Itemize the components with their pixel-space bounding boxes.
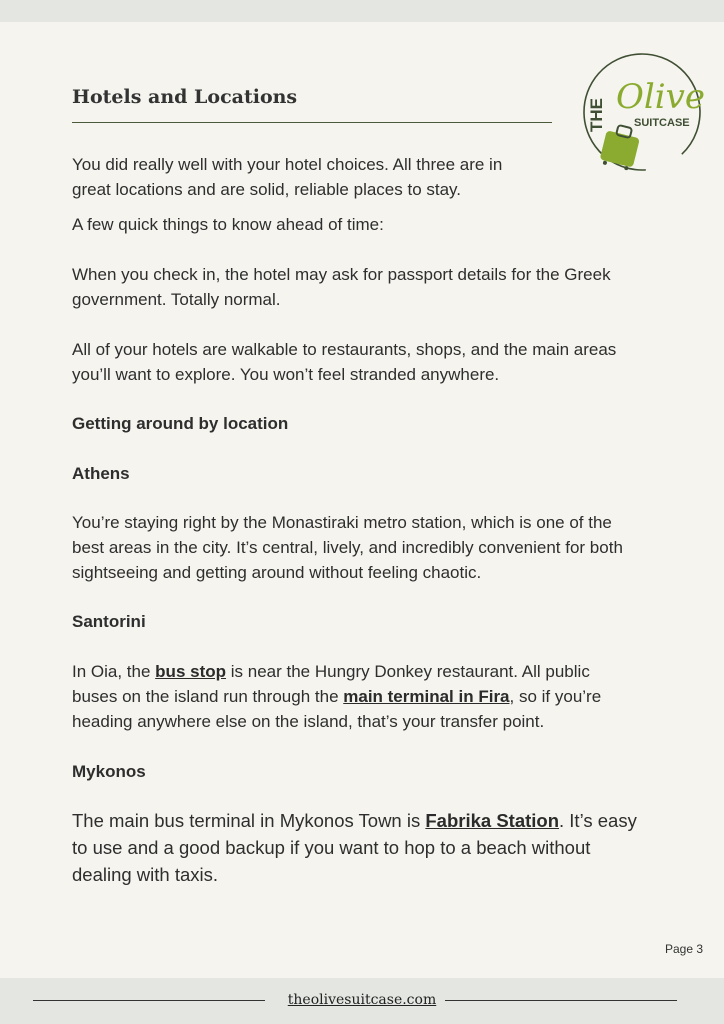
mykonos-heading: Mykonos (72, 762, 146, 781)
page-title: Hotels and Locations (72, 86, 298, 108)
intro-paragraph-4: All of your hotels are walkable to restaurants, shops, and the main areas you’ll want to explore. You won’t feel stranded anywhere. (72, 340, 617, 384)
santorini-heading: Santorini (72, 612, 146, 631)
athens-paragraph: You’re staying right by the Monastiraki metro station, which is one of the best areas in the city. It’s central, lively, and incredibly convenient for both sightseeing and getting around without feeling chaotic. (72, 513, 623, 582)
page-number: Page 3 (665, 942, 704, 956)
getting-around-heading: Getting around by location (72, 414, 289, 433)
logo-olive-text: Olive (616, 77, 705, 117)
the-olive-suitcase-logo (576, 46, 708, 178)
top-band (0, 0, 724, 22)
heading-divider (72, 122, 552, 123)
bus-stop-link[interactable]: bus stop (155, 662, 227, 681)
athens-heading: Athens (72, 464, 130, 483)
footer-website (0, 992, 724, 1008)
intro-paragraph-1: You did really well with your hotel choices. All three are in great locations and are solid, reliable places to stay. (72, 155, 503, 199)
footer-website-link[interactable]: theolivesuitcase.com (282, 992, 442, 1008)
fabrika-station-link[interactable]: Fabrika Station (425, 810, 560, 831)
intro-paragraph-3: When you check in, the hotel may ask for passport details for the Greek government. Totally normal. (72, 265, 611, 309)
mykonos-paragraph: The main bus terminal in Mykonos Town is Fabrika Station. It’s easy to use and a good backup if you want to hop to a beach without dealing with taxis. (72, 810, 637, 885)
main-terminal-fira-link[interactable]: main terminal in Fira (343, 687, 510, 706)
santorini-paragraph: In Oia, the bus stop is near the Hungry Donkey restaurant. All public buses on the island run through the main terminal in Fira, so if you’re heading anywhere else on the island, that’s your transfer point. (72, 662, 602, 731)
logo-the-text: THE (587, 98, 606, 132)
logo-suitcase-text: SUITCASE (634, 117, 690, 129)
intro-paragraph-2: A few quick things to know ahead of time: (72, 215, 384, 234)
